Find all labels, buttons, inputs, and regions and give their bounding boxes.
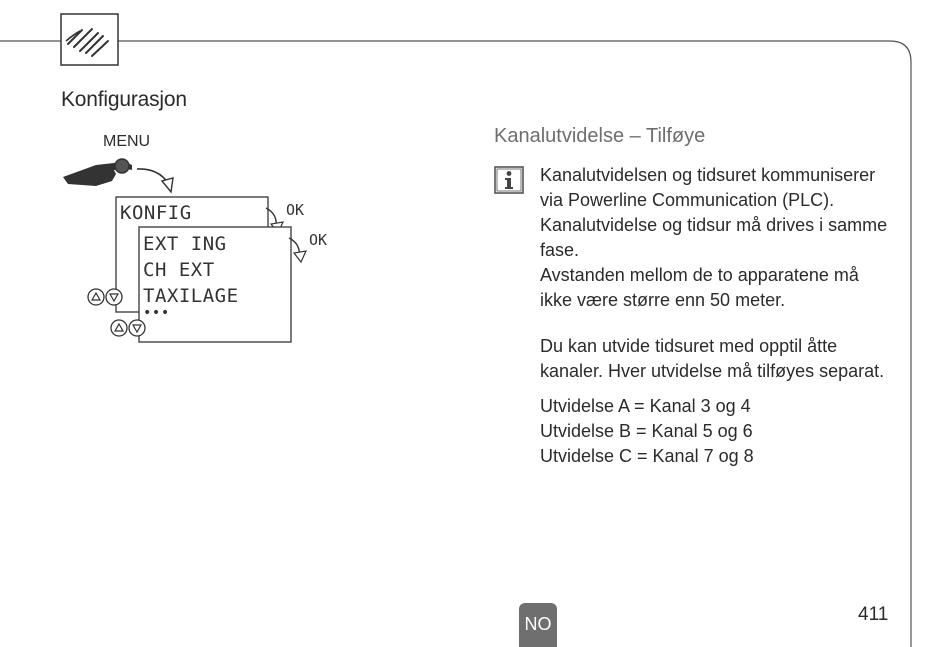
paragraph-1-line-4: fase. (540, 240, 580, 260)
lcd-screen-1-text: KONFIG (120, 202, 192, 224)
section-title: Konfigurasjon (61, 88, 187, 111)
lcd-screen-2-line-2: CH EXT (143, 259, 215, 281)
menu-diagram (0, 140, 360, 370)
page-number: 411 (858, 604, 889, 625)
lcd-screen-2-line-3: TAXILAGE (143, 285, 239, 307)
paragraph-2-line-1: Du kan utvide tidsuret med opptil åtte (540, 336, 838, 356)
language-tab: NO (519, 603, 557, 647)
hand-touch-icon (61, 14, 118, 65)
paragraph-1-line-1: Kanalutvidelsen og tidsuret kommuniserer (540, 165, 876, 185)
more-indicator: ••• (143, 305, 170, 321)
ok-label-2: OK (309, 231, 328, 249)
pointing-hand-icon (63, 159, 132, 186)
ok-label-1: OK (286, 201, 305, 219)
paragraph-1-line-6: ikke være større enn 50 meter. (540, 290, 786, 310)
up-down-buttons-1 (88, 289, 122, 305)
paragraph-2-line-2: kanaler. Hver utvidelse må tilføyes separat. (540, 361, 885, 381)
lcd-screen-2-line-1: EXT ING (143, 233, 227, 255)
menu-button-label: MENU (103, 133, 151, 150)
subsection-title: Kanalutvidelse – Tilføye (494, 125, 706, 147)
extension-a: Utvidelse A = Kanal 3 og 4 (540, 396, 751, 416)
paragraph-1-line-3: Kanalutvidelse og tidsur må drives i samme (540, 215, 888, 235)
extension-b: Utvidelse B = Kanal 5 og 6 (540, 421, 753, 441)
paragraph-1-line-5: Avstanden mellom de to apparatene må (540, 265, 859, 285)
up-down-buttons-2 (111, 320, 145, 336)
info-icon (494, 166, 524, 194)
extension-c: Utvidelse C = Kanal 7 og 8 (540, 446, 754, 466)
paragraph-1-line-2: via Powerline Communication (PLC). (540, 190, 835, 210)
